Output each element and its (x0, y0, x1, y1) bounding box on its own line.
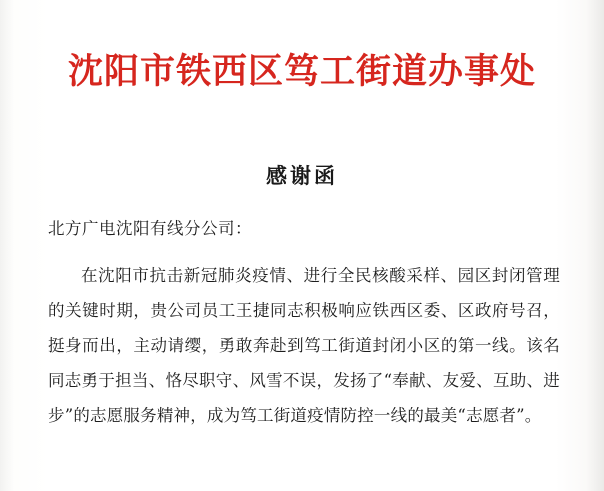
document-title: 感谢函 (266, 163, 338, 188)
body-paragraph: 在沈阳市抗击新冠肺炎疫情、进行全民核酸采样、园区封闭管理的关键时期，贵公司员工王捷同志积极响应铁西区委、区政府号召，挺身而出，主动请缨，勇敢奔赴到笃工街道封闭小区的第一线。该名同志勇于担当、恪尽职守、风雪不误，发扬了“奉献、友爱、互助、进步”的志愿服务精神，成为笃工街道疫情防控一线的最美“志愿者”。 (48, 266, 560, 425)
salutation-line: 北方广电沈阳有线分公司： (48, 219, 252, 238)
document-body (48, 258, 560, 433)
letterhead-organization-name: 沈阳市铁西区笃工街道办事处 (67, 51, 536, 92)
